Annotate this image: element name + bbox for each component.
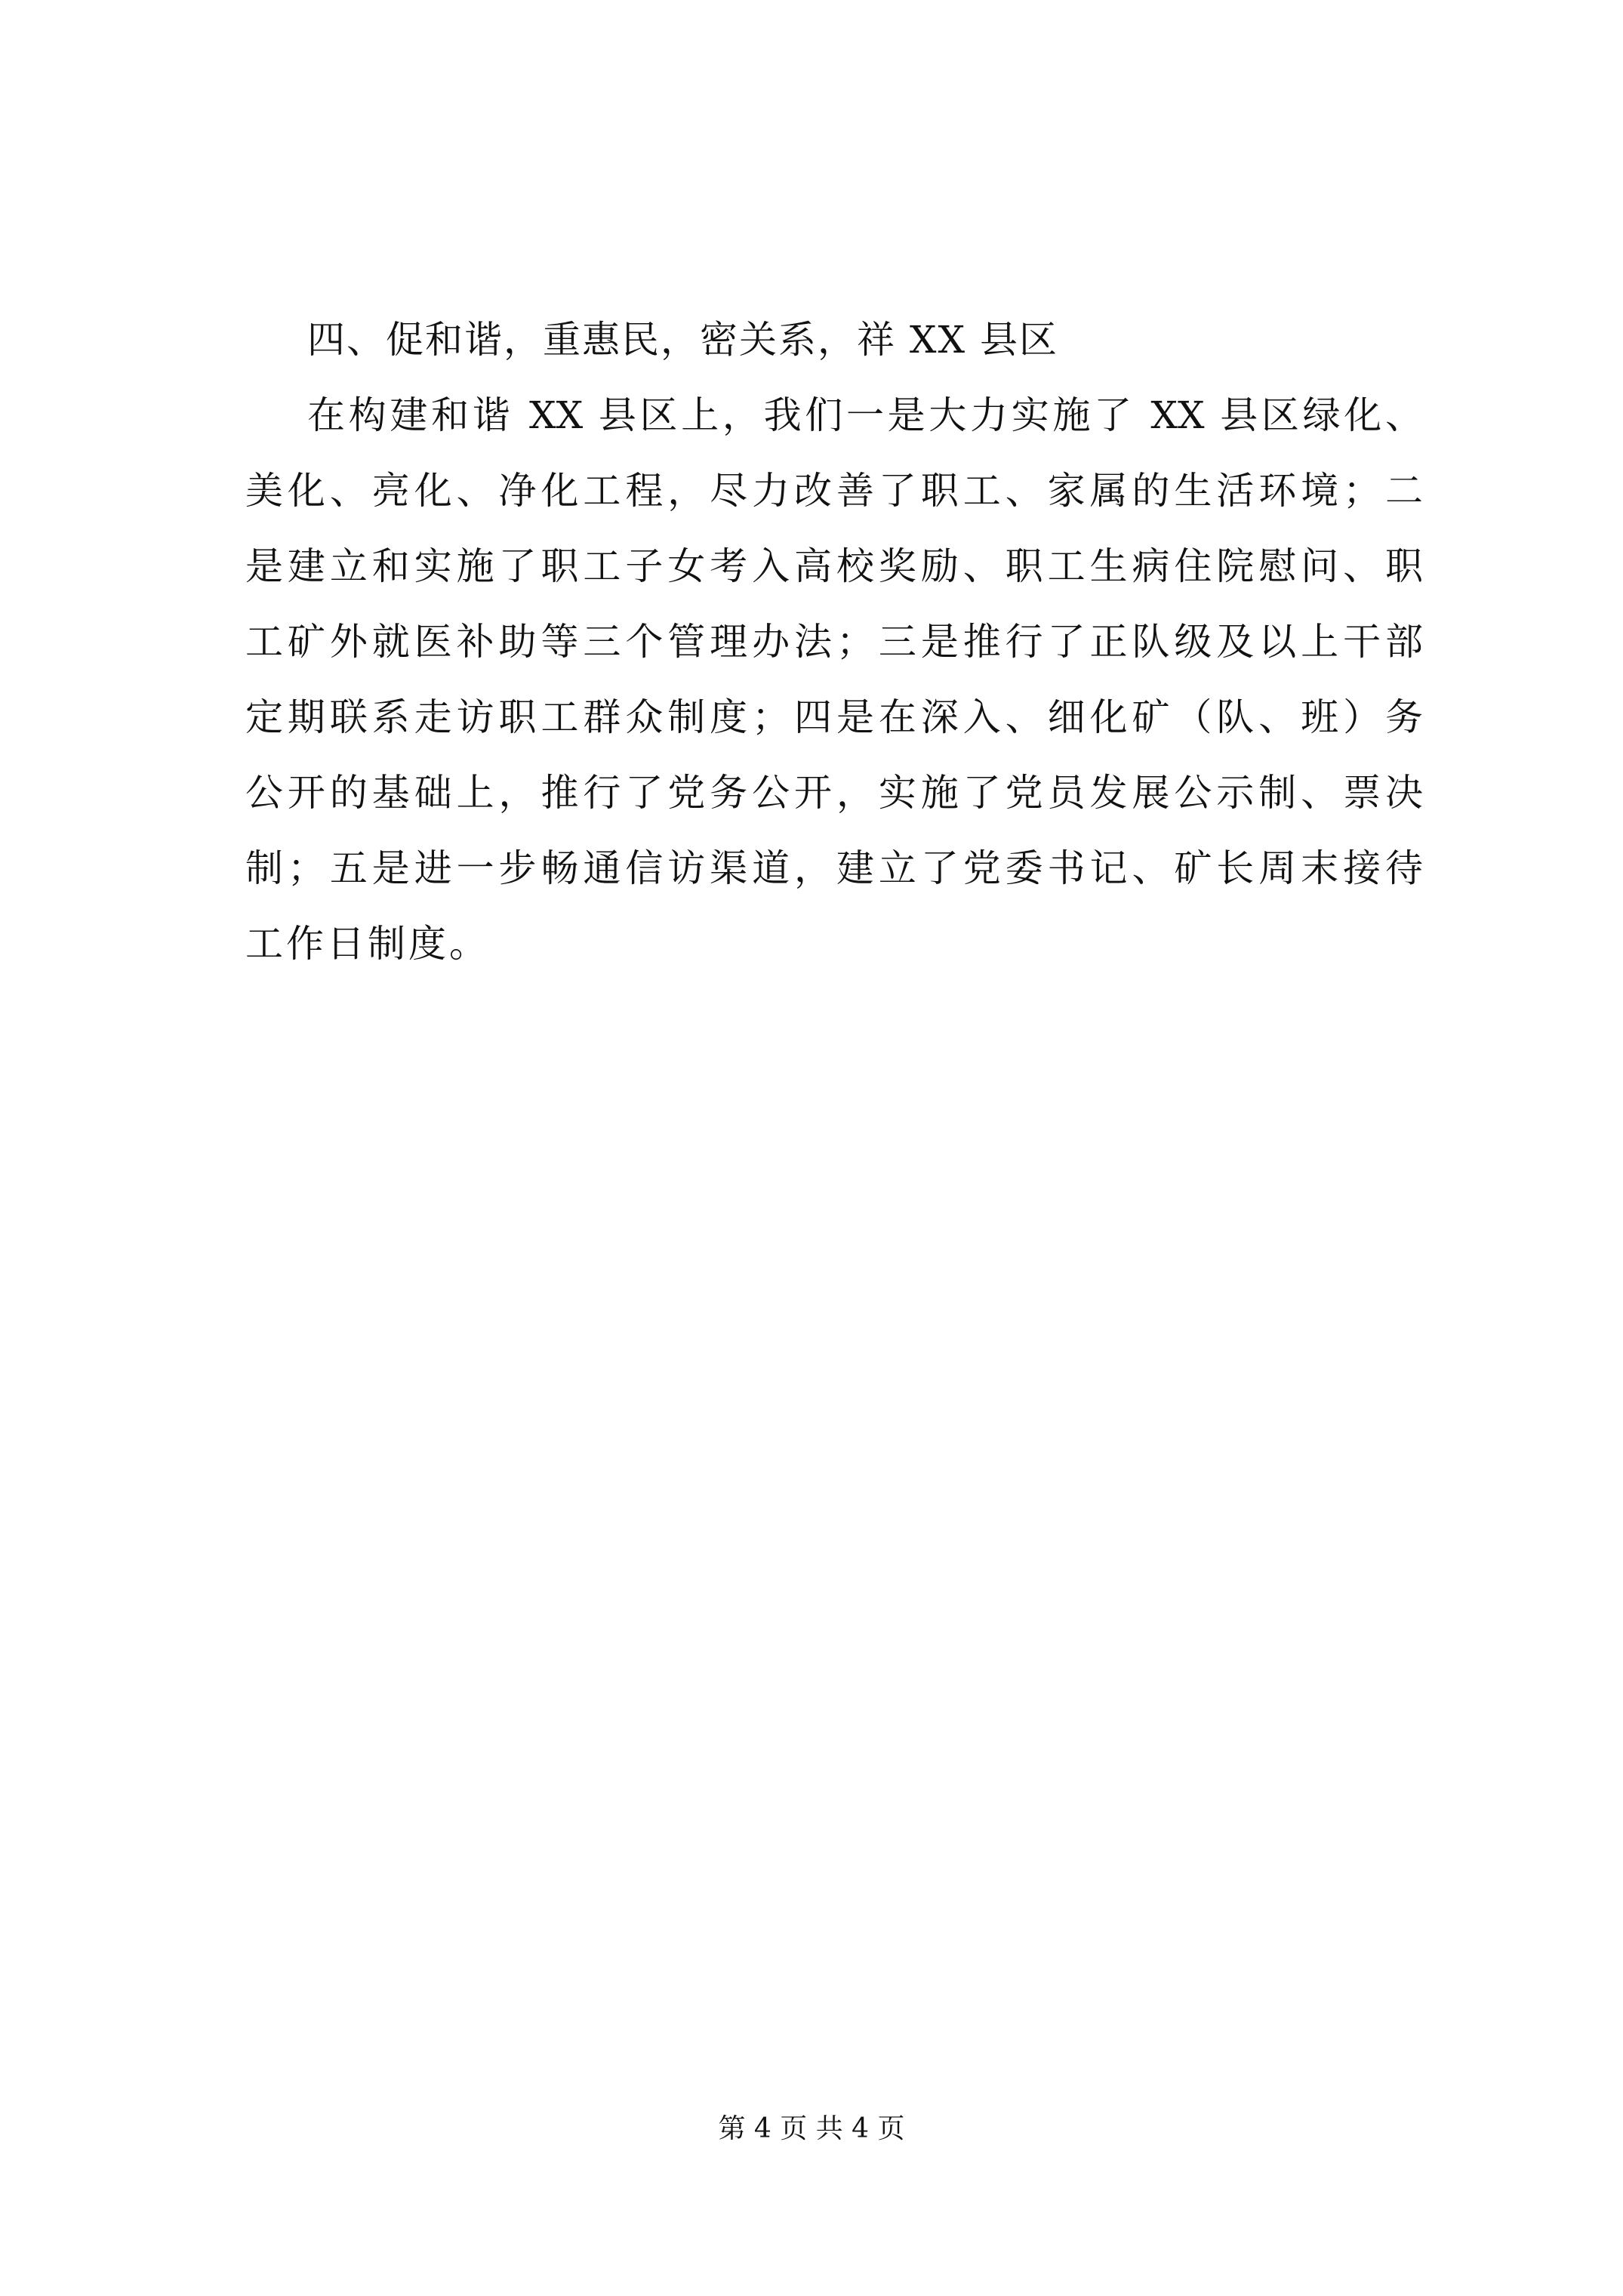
page-footer: 第 4 页 共 4 页 xyxy=(718,2113,905,2144)
paragraph-line: 美化、亮化、净化工程，尽力改善了职工、家属的生活环境；二 xyxy=(245,469,1423,513)
section-heading: 四、促和谐，重惠民，密关系，祥 XX 县区 xyxy=(307,318,1058,362)
body-paragraph xyxy=(245,378,1423,982)
paragraph-line: 公开的基础上，推行了党务公开，实施了党员发展公示制、票决 xyxy=(245,771,1423,815)
paragraph-line: 定期联系走访职工群众制度；四是在深入、细化矿（队、班）务 xyxy=(245,695,1423,739)
paragraph-line: 工作日制度。 xyxy=(245,922,490,966)
paragraph-line: 制；五是进一步畅通信访渠道，建立了党委书记、矿长周末接待 xyxy=(245,846,1423,890)
paragraph-line: 在构建和谐 XX 县区上，我们一是大力实施了 XX 县区绿化、 xyxy=(307,393,1423,437)
document-body xyxy=(245,302,1423,982)
paragraph-line: 工矿外就医补助等三个管理办法；三是推行了正队级及以上干部 xyxy=(245,620,1423,664)
paragraph-line: 是建立和实施了职工子女考入高校奖励、职工生病住院慰问、职 xyxy=(245,544,1423,588)
